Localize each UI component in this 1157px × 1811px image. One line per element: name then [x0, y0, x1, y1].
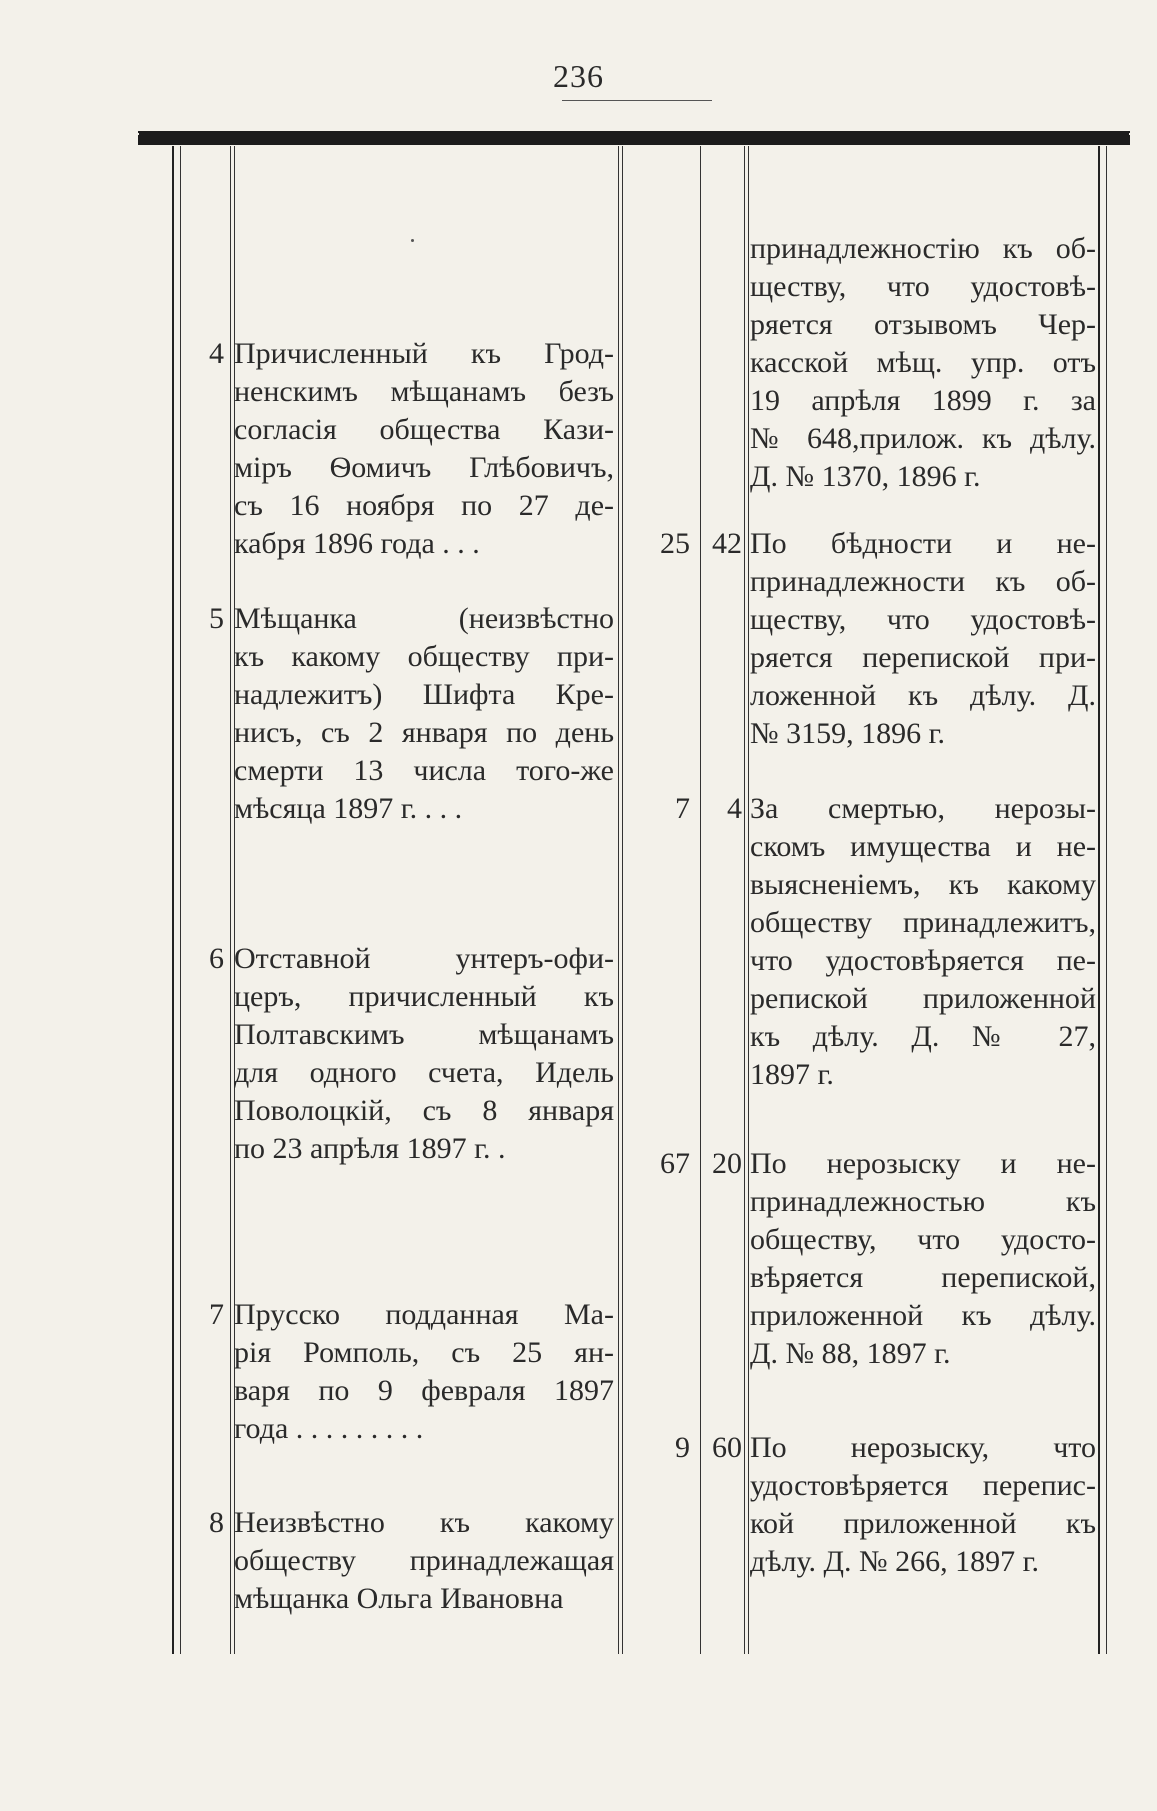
description-line: по 23 апрѣля 1897 г. . [234, 1132, 506, 1165]
description-line: Отставной унтеръ-офи- [234, 942, 614, 975]
description-line: мѣсяца 1897 г. . . . [234, 792, 463, 825]
reason-line: 1897 г. [750, 1058, 834, 1091]
continuation-reason [750, 230, 1096, 496]
reason-line: За смертью, нерозы- [750, 792, 1096, 825]
description-line: Прусско подданная Ма- [234, 1298, 614, 1331]
amount-rubles: 67 [660, 1147, 690, 1180]
reason-line: кой приложенной къ [750, 1507, 1096, 1540]
top-rule [138, 135, 1130, 145]
entry-description [234, 1296, 614, 1448]
reason-line: ряется перепиской при- [750, 641, 1096, 674]
reason-line: обществу принадлежитъ, [750, 906, 1096, 939]
column-rule-number [230, 146, 231, 1654]
amount-rubles: 9 [675, 1431, 690, 1464]
column-rule-description-2 [622, 146, 623, 1654]
reason-line: касской мѣщ. упр. отъ [750, 346, 1096, 379]
entry-number: 5 [209, 602, 224, 635]
description-line: года . . . . . . . . . [234, 1412, 424, 1445]
column-rule-right-outer [1106, 146, 1107, 1654]
entry-number: 4 [209, 337, 224, 370]
entry-description [234, 1504, 614, 1618]
reason-line: репиской приложенной [750, 982, 1096, 1015]
column-rule-rubles [700, 146, 701, 1654]
amount-rubles: 7 [675, 792, 690, 825]
description-line: смерти 13 числа того-же [234, 754, 614, 787]
description-line: къ какому обществу при- [234, 640, 614, 673]
reason-line: удостовѣряется перепис- [750, 1469, 1096, 1502]
column-rule-left-inner [180, 146, 181, 1654]
description-line: міръ Ѳомичъ Глѣбовичъ, [234, 451, 614, 484]
entry-number: 6 [209, 942, 224, 975]
description-line: церъ, причисленный къ [234, 980, 614, 1013]
reason-line: скомъ имущества и не- [750, 830, 1096, 863]
reason-line: ществу, что удостовѣ- [750, 270, 1096, 303]
description-line: рія Ромполь, съ 25 ян- [234, 1336, 614, 1369]
description-line: для одного счета, Идель [234, 1056, 614, 1089]
description-line: надлежитъ) Шифта Кре- [234, 678, 614, 711]
reason-line: № 3159, 1896 г. [750, 717, 946, 750]
description-line: ненскимъ мѣщанамъ безъ [234, 375, 614, 408]
entry-reason [750, 525, 1096, 753]
amount-kopecks: 42 [712, 527, 742, 560]
entry-reason [750, 1429, 1096, 1581]
reason-line: По бѣдности и не- [750, 527, 1096, 560]
entry-reason [750, 1145, 1096, 1373]
entry-description [234, 335, 614, 563]
description-line: съ 16 ноября по 27 де- [234, 489, 614, 522]
reason-line: ложенной къ дѣлу. Д. [750, 679, 1096, 712]
description-line: согласія общества Кази- [234, 413, 614, 446]
column-rule-kopecks-2 [748, 146, 749, 1654]
description-line: Полтавскимъ мѣщанамъ [234, 1018, 614, 1051]
description-line: нисъ, съ 2 января по день [234, 716, 614, 749]
description-line: мѣщанка Ольга Ивановна [234, 1582, 564, 1615]
reason-line: выясненіемъ, къ какому [750, 868, 1096, 901]
column-rule-right-inner [1098, 146, 1100, 1654]
reason-line: вѣряется перепиской, [750, 1261, 1096, 1294]
reason-line: приложенной къ дѣлу. [750, 1299, 1096, 1332]
page-number-underline [562, 100, 712, 101]
reason-line: № 648,прилож. къ дѣлу. [750, 422, 1096, 455]
reason-line: 19 апрѣля 1899 г. за [750, 384, 1096, 417]
entry-description [234, 940, 614, 1168]
description-line: кабря 1896 года . . . [234, 527, 480, 560]
reason-line: ряется отзывомъ Чер- [750, 308, 1096, 341]
reason-line: принадлежности къ об- [750, 565, 1096, 598]
amount-kopecks: 4 [727, 792, 742, 825]
description-line: Неизвѣстно къ какому [234, 1506, 614, 1539]
reason-line: Д. № 88, 1897 г. [750, 1337, 951, 1370]
reason-line: По нерозыску, что [750, 1431, 1096, 1464]
description-line: варя по 9 февраля 1897 [234, 1374, 614, 1407]
entry-number: 7 [209, 1298, 224, 1331]
entry-number: 8 [209, 1506, 224, 1539]
page-number: 236 [553, 58, 604, 94]
description-line: Поволоцкій, съ 8 января [234, 1094, 614, 1127]
print-mark [411, 239, 414, 242]
reason-line: къ дѣлу. Д. № 27, [750, 1020, 1096, 1053]
column-rule-kopecks [744, 146, 745, 1654]
reason-line: принадлежностью къ [750, 1185, 1096, 1218]
description-line: Причисленный къ Грод- [234, 337, 614, 370]
description-line: обществу принадлежащая [234, 1544, 614, 1577]
entry-reason [750, 790, 1096, 1094]
amount-kopecks: 20 [712, 1147, 742, 1180]
top-rule-thin [138, 131, 1130, 133]
reason-line: По нерозыску и не- [750, 1147, 1096, 1180]
column-rule-left-outer [172, 146, 174, 1654]
description-line: Мѣщанка (неизвѣстно [234, 602, 614, 635]
reason-line: дѣлу. Д. № 266, 1897 г. [750, 1545, 1040, 1578]
reason-line: ществу, что удостовѣ- [750, 603, 1096, 636]
entry-description [234, 600, 614, 828]
column-rule-description [618, 146, 619, 1654]
reason-line: что удостовѣряется пе- [750, 944, 1096, 977]
amount-kopecks: 60 [712, 1431, 742, 1464]
reason-line: принадлежностію къ об- [750, 232, 1096, 265]
amount-rubles: 25 [660, 527, 690, 560]
reason-line: обществу, что удосто- [750, 1223, 1096, 1256]
reason-line: Д. № 1370, 1896 г. [750, 460, 981, 493]
